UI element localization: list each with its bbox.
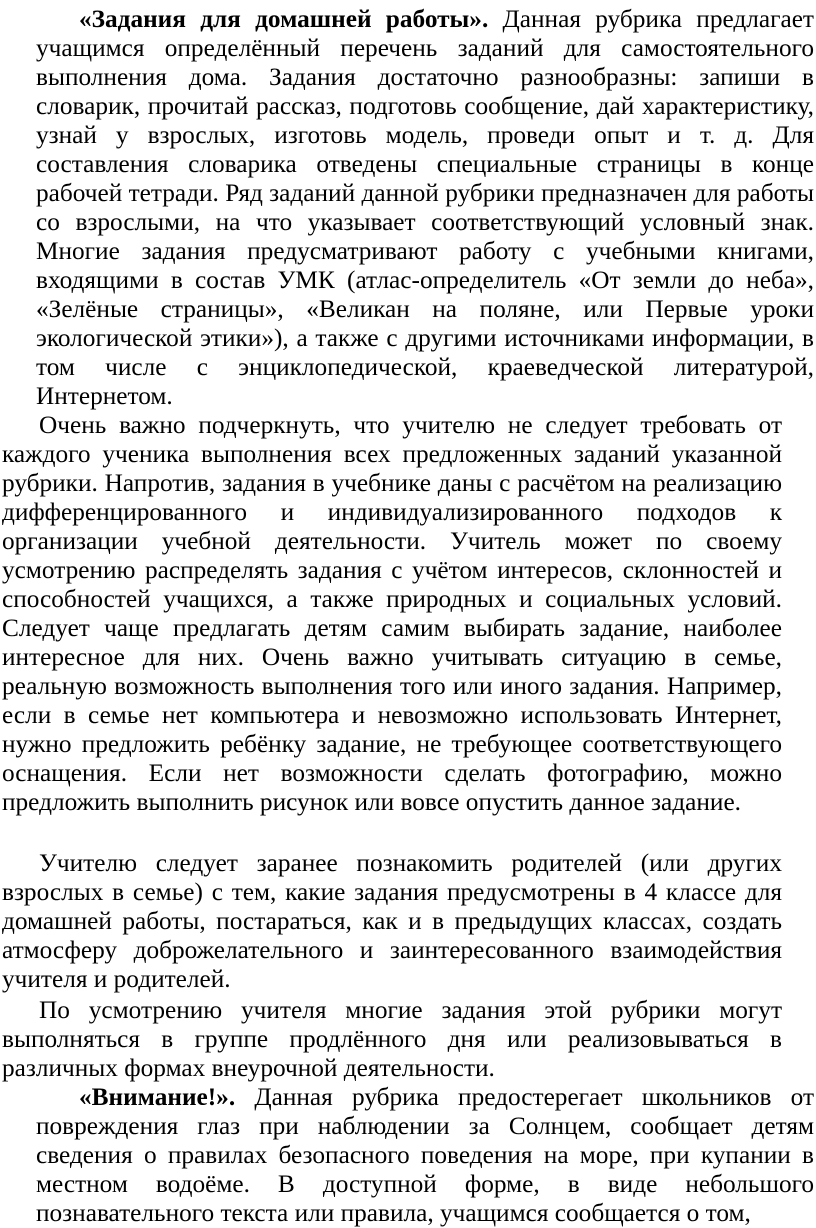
paragraph-text: По усмотрению учителя многие задания этой рубрики могут выполняться в группе продлённого дня или реализовываться в различных формах внеурочной деятельности.: [2, 996, 782, 1082]
paragraph-attention: [36, 1083, 814, 1228]
paragraph-text: Учителю следует заранее познакомить родителей (или других взрослых в семье) с тем, какие задания предусмотрены в 4 классе для домашней работы, постараться, как и в предыдущих классах, создать атмосферу доброжелательного и заинтересованного взаимодействия учителя и родителей.: [2, 849, 782, 993]
rubric-title-homework: «Задания для домашней работы».: [79, 5, 489, 33]
paragraph-teacher-requirements: [2, 411, 782, 817]
rubric-title-attention: «Внимание!».: [79, 1083, 236, 1111]
paragraph-text: Очень важно подчеркнуть, что учителю не следует требовать от каждого ученика выполнения всех предложенных заданий указанной рубрики. Напротив, задания в учебнике даны с расчётом на реализацию дифференцированного и индивидуализированного подходов к организации учебной деятельности. Учитель может по своему усмотрению распределять задания с учётом интересов, склонностей и способностей учащихся, а также природных и социальных условий. Следует чаще предлагать детям самим выбирать задание, наиболее интересное для них. Очень важно учитывать ситуацию в семье, реальную возможность выполнения того или иного задания. Например, если в семье нет компьютера и невозможно использовать Интернет, нужно предложить ребёнку задание, не требующее соответствующего оснащения. Если нет возможности сделать фотографию, можно предложить выполнить рисунок или вовсе опустить данное задание.: [2, 411, 782, 816]
paragraph-extended-day: [2, 996, 782, 1083]
paragraph-homework-tasks: [36, 5, 814, 411]
paragraph-text: Данная рубрика предлагает учащимся определённый перечень заданий для самостоятельного выполнения дома. Задания достаточно разнообразны: запиши в словарик, прочитай рассказ, подготовь сообщение, дай характеристику, узнай у взрослых, изготовь модель, проведи опыт и т. д. Для составления словарика отведены специальные страницы в конце рабочей тетради. Ряд заданий данной рубрики предназначен для работы со взрослыми, на что указывает соответствующий условный знак. Многие задания предусматривают работу с учебными книгами, входящими в состав УМК (атлас-определитель «От земли до неба», «Зелёные страницы», «Великан на поляне, или Первые уроки экологической этики»), а также с другими источниками информации, в том числе с энциклопедической, краеведческой литературой, Интернетом.: [36, 5, 814, 410]
paragraph-parents: [2, 849, 782, 994]
paragraph-text: Данная рубрика предостерегает школьников от повреждения глаз при наблюдении за Солнцем, сообщает детям сведения о правилах безопасного поведения на море, при купании в местном водоёме. В доступной форме, в виде небольшого познавательного текста или правила, учащимся сообщается о том,: [36, 1083, 814, 1227]
